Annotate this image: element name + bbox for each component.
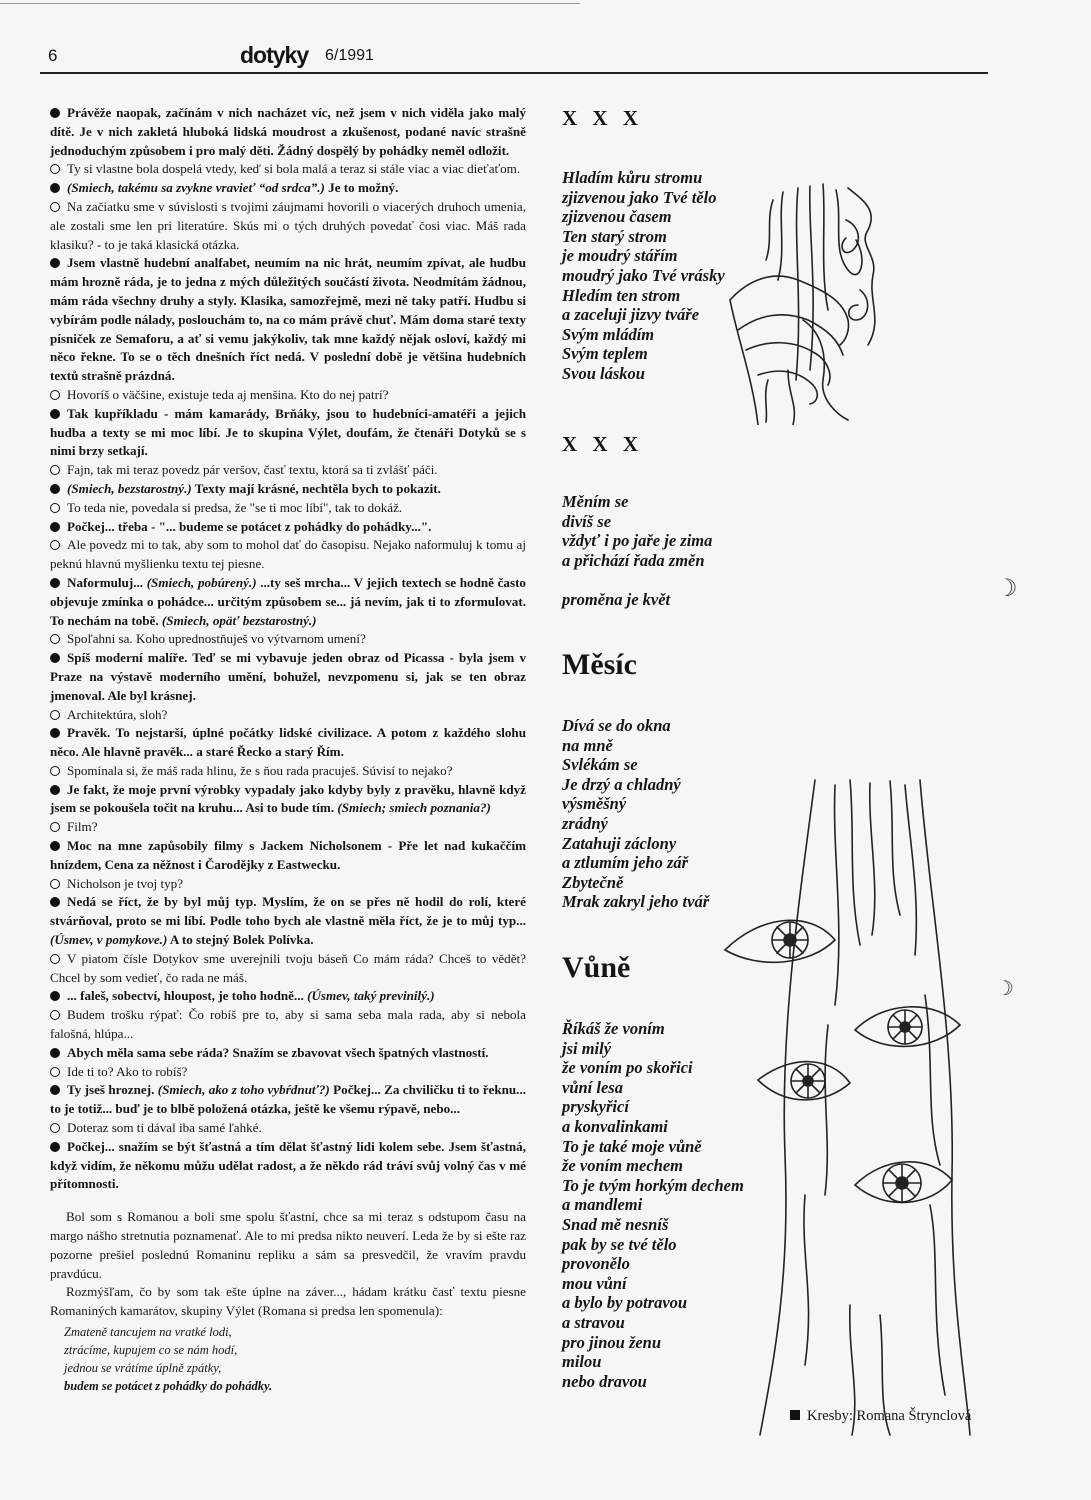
poem-line: a zaceluji jizvy tváře [562, 305, 700, 325]
question-paragraph [50, 875, 526, 894]
poem-line: na mně [562, 735, 613, 755]
paragraph-text: Spíš moderní malíře. Teď se mi vybavuje jeden obraz od Picassa - byla jsem v Praze na výstavě moderního umění, bohužel, nevzpomenu si, jak se ten obraz jmenoval. Ale byl krásnej. [50, 650, 526, 703]
question-paragraph [50, 1119, 526, 1138]
paragraph-text: Hovoríš o väčšine, existuje teda aj menšina. Kto do nej patrí? [67, 386, 389, 402]
page-number: 6 [48, 46, 58, 65]
stage-direction: (Smiech, pobúrený.) [146, 574, 257, 590]
paragraph-text: Fajn, tak mi teraz povedz pár veršov, časť textu, ktorá sa ti zvlášť páči. [67, 462, 438, 478]
question-paragraph [50, 386, 526, 405]
poem-line: provonělo [562, 1254, 630, 1274]
poem-line: Měním se [562, 492, 629, 511]
paragraph-text: Je fakt, že moje první výrobky vypadaly jako kdyby byly z pravěku, hlavně když jsem se pokoušela točit na kruhu... Asi to bude tím. [50, 781, 526, 816]
poem-line: To je tvým horkým dechem [562, 1175, 744, 1195]
lyric-line: jednou se vrátíme úplně zpátky, [64, 1361, 222, 1375]
stage-direction: (Smiech, ako z toho vybŕdnuť?) [157, 1082, 330, 1098]
poem-line: To je také moje vůně [562, 1136, 702, 1156]
answer-paragraph [50, 893, 526, 949]
stage-direction: (Úsmev, taký previnilý.) [307, 988, 435, 1004]
poem-line: a bylo by potravou [562, 1293, 688, 1313]
filled-bullet-icon [50, 653, 60, 663]
filled-bullet-icon [50, 1142, 60, 1152]
answer-paragraph [50, 1081, 526, 1119]
paragraph-text: Ale povedz mi to tak, aby som to mohol dať do časopisu. Nejako naformuluj k tomu aj peknú hlavnú myšlienku textu tej piesne. [50, 537, 526, 572]
paragraph-text: Doteraz som ti dával iba samé ľahké. [67, 1120, 262, 1136]
paragraph-text: Jsem vlastně hudební analfabet, neumím na nic hrát, neumím zpívat, ale hudbu mám hrozně ráda, je to jedna z mých důležitých součástí života. Neodmítám žádnou, mám ráda všechny druhy a styly. Klasika, samozřejmě, mezi ně taky patří. Hudbu si vybírám podle nálady, poslouchám to, na co mám právě chuť. Mám doma staré texty písniček ze Semaforu, a ať si vemu jakýkoliv, tak mne každý nějak osloví, každý mi něco řekne. To se o těch dnešních říct nedá. V poslední době je většina hudebních textů strašně prázdná. [50, 255, 526, 384]
poem-line: zrádný [562, 813, 608, 833]
paragraph-text: Moc na mne zapůsobily filmy s Jackem Nicholsonem - Pře let nad kukaččím hnízdem, Cena za něžnost i Čarodějky z Eastwecku. [50, 838, 526, 872]
poem-line: Snad mě nesníš [562, 1214, 669, 1234]
answer-paragraph [50, 649, 526, 705]
poem-body [562, 1019, 744, 1391]
paragraph-text: Právěže naopak, začínám v nich nacházet víc, než jsem v nich viděla jako malý dítě. Je v nich zakletá hluboká lidská moudrost a zkušenost, podané navíc strašně jednoduchým způsobem i pro malý děti. Žádný dospělý by pohádky neměl odložit. [50, 105, 526, 158]
poem-title: X X X [562, 432, 643, 456]
poem-body [562, 492, 712, 610]
stage-direction: (Smiech, takému sa zvykne vravieť “od srdca”.) [67, 180, 325, 196]
filled-bullet-icon [50, 1085, 60, 1095]
poem-line: vždyť i po jaře je zima [562, 531, 713, 551]
question-paragraph [50, 1063, 526, 1082]
paragraph-text: Naformuluj... [67, 574, 147, 590]
page-header [40, 44, 988, 74]
paragraph-text: Architektúra, sloh? [67, 706, 168, 722]
moon-mark: ☽ [996, 978, 1014, 1000]
hollow-bullet-icon [50, 164, 60, 174]
interview-text [50, 104, 526, 1194]
filled-bullet-icon [50, 409, 60, 419]
poem-line: a mandlemi [562, 1195, 643, 1215]
poem-line: že voním po skořici [562, 1058, 693, 1078]
poem-line: moudrý jako Tvé vrásky [562, 265, 725, 285]
question-paragraph [50, 762, 526, 781]
poem-line: Dívá se do okna [562, 716, 671, 735]
paragraph-text: Nedá se říct, že by byl můj typ. Myslím, že on se přes ně hodil do rolí, které stvárňoval, proto se mi líbí. Podle toho bych ale vlastně měla říct, že je to můj typ... [50, 894, 526, 929]
paragraph-text: Spomínala si, že máš rada hlinu, že s ňou rada pracuješ. Súvisí to nejako? [67, 762, 453, 778]
poem-line: pak by se tvé tělo [562, 1234, 677, 1254]
filled-bullet-icon [50, 785, 60, 795]
lyric-line: Zmateně tancujem na vratké lodi, [64, 1325, 232, 1339]
poem-line: zjizvenou časem [562, 207, 672, 227]
top-rule [0, 3, 580, 4]
paragraph-text: To teda nie, povedala si predsa, že "se ti moc líbí", tak to dokáž. [67, 499, 403, 515]
paragraph-text: Tak kupříkladu - mám kamarády, Brňáky, jsou to hudebníci-amatéři a jejich hudba a texty se mi moc líbí. Je to skupina Výlet, doufám, že čtenáři Dotyků se s nimi brzy setkají. [50, 405, 526, 459]
filled-bullet-icon [50, 108, 60, 118]
poem-line: Svlékám se [562, 755, 638, 775]
poem-line: a ztlumím jeho zář [562, 853, 689, 873]
filled-bullet-icon [50, 991, 60, 1001]
magazine-logo: dotyky [240, 42, 309, 68]
poem-line: Ten starý strom [562, 226, 667, 246]
paragraph-text: Počkej... třeba - "... budeme se potácet z pohádky do pohádky...". [67, 518, 432, 534]
filled-bullet-icon [50, 897, 60, 907]
hollow-bullet-icon [50, 390, 60, 400]
stage-direction: (Smiech, opäť bezstarostný.) [161, 612, 317, 628]
hollow-bullet-icon [50, 879, 60, 889]
poem-title: Vůně [562, 951, 631, 984]
poem-line: že voním mechem [562, 1156, 683, 1176]
poem-line: Zbytečně [562, 872, 624, 892]
hollow-bullet-icon [50, 634, 60, 644]
hollow-bullet-icon [50, 954, 60, 964]
answer-paragraph [50, 518, 526, 537]
poem-line: milou [562, 1352, 602, 1372]
poem-line: Hledím ten strom [562, 285, 681, 305]
poem-line: nebo dravou [562, 1371, 647, 1391]
poem-line: a stravou [562, 1312, 625, 1332]
illustration-credit [790, 1408, 971, 1425]
credit-bullet [790, 1410, 800, 1420]
paragraph-text: Počkej... Za chviličku ti to řeknu... to je totiž... buď je to blbě položená otázka, ještě ke všemu rýpavě, nebo... [50, 1082, 527, 1117]
hollow-bullet-icon [50, 540, 60, 550]
hollow-bullet-icon [50, 1010, 60, 1020]
paragraph-text: Abych měla sama sebe ráda? Snažím se zbavovat všech špatných vlastností. [67, 1044, 489, 1060]
hollow-bullet-icon [50, 710, 60, 720]
answer-paragraph [50, 781, 526, 819]
paragraph-text: Počkej... snažím se být šťastná a tím dělat šťastný lidi kolem sebe. Jsem šťastná, když vidím, že někomu můžu udělat radost, a že někdo rád tráví svůj volný čas v mé přítomnosti. [50, 1138, 526, 1192]
poem-line: je moudrý stářím [562, 246, 678, 266]
question-paragraph [50, 198, 526, 254]
paragraph-text: Nicholson je tvoj typ? [67, 875, 184, 891]
paragraph-text: Ide ti to? Ako to robíš? [67, 1063, 188, 1079]
poem-body [562, 168, 725, 384]
hollow-bullet-icon [50, 1123, 60, 1133]
paragraph-text: Ty jseš hroznej. [67, 1082, 158, 1098]
answer-paragraph [50, 480, 526, 499]
paragraph-text: ...ty seš mrcha... V jejich textech se hodně často objevuje zmínka o pohádce... určitým způsobem se... já nevím, jak ti to zformulovat. To nechám na tobě. [50, 574, 526, 628]
poem-line: Říkáš že voním [562, 1019, 665, 1038]
poem-line: Svou láskou [562, 363, 645, 383]
poem-line: Svým mládím [562, 324, 655, 344]
filled-bullet-icon [50, 578, 60, 588]
issue-number: 6/1991 [325, 47, 374, 64]
poem-line: Mrak zakryl jeho tvář [562, 892, 710, 912]
poem-line: mou vůní [562, 1273, 627, 1293]
narrative-paragraph: Bol som s Romanou a boli sme spolu šťastní, chce sa mi teraz s odstupom času na margo nášho stretnutia poznamenať. Ale to mi predsa nikto neuverí. Leda že by si ešte raz pozorne prešiel poslednú Romaninu repliku a sám sa presvedčil, že vravím pravdu pravdúcu. [50, 1209, 526, 1281]
poem-line: vůní lesa [562, 1077, 623, 1097]
filled-bullet-icon [50, 728, 60, 738]
filled-bullet-icon [50, 1048, 60, 1058]
question-paragraph [50, 630, 526, 649]
lyric-line: ztrácíme, kupujem co se nám hodí, [64, 1343, 238, 1357]
answer-paragraph [50, 724, 526, 762]
paragraph-text: V piatom čísle Dotykov sme uverejnili tvoju báseň Co mám ráda? Chceš to vědět? Chcel by som vedieť, čo rada ne máš. [50, 950, 526, 985]
question-paragraph [50, 536, 526, 574]
answer-paragraph [50, 574, 526, 630]
answer-paragraph [50, 405, 526, 461]
moon-mark: ☽ [996, 576, 1018, 602]
poem-body [562, 716, 709, 912]
closing-narrative [50, 1208, 526, 1395]
poem-line: proměna je květ [562, 589, 671, 609]
filled-bullet-icon [50, 522, 60, 532]
poem-line: pro jinou ženu [562, 1332, 662, 1352]
poem-line: zjizvenou jako Tvé tělo [562, 187, 717, 207]
hollow-bullet-icon [50, 503, 60, 513]
poem-line: a přichází řada změn [562, 550, 705, 570]
answer-paragraph [50, 987, 526, 1006]
poem-line: divíš se [562, 511, 612, 531]
song-lyrics [64, 1323, 526, 1395]
filled-bullet-icon [50, 258, 60, 268]
stage-direction: (Smiech; smiech poznania?) [337, 800, 491, 816]
paragraph-text: Na začiatku sme v súvislosti s tvojimi záujmami hovorili o viacerých druhoch umenia, ale zostali sme len pri literatúre. Skús mi o tých druhých povedať čosi viac. Máš rada klasiku? - to je taká klasická otázka. [50, 198, 526, 252]
poem-line: a konvalinkami [562, 1116, 668, 1136]
question-paragraph [50, 818, 526, 837]
hollow-bullet-icon [50, 822, 60, 832]
poem-line: výsměšný [562, 794, 627, 814]
poem-line [562, 570, 712, 590]
hand-tree-drawing [728, 180, 888, 425]
question-paragraph [50, 499, 526, 518]
poem-title: Měsíc [562, 648, 637, 681]
paragraph-text: Je to možný. [324, 180, 399, 196]
poem-line: Zatahuji záclony [562, 833, 677, 853]
answer-paragraph [50, 179, 526, 198]
filled-bullet-icon [50, 484, 60, 494]
hollow-bullet-icon [50, 465, 60, 475]
poem-line: Svým teplem [562, 344, 648, 364]
hollow-bullet-icon [50, 202, 60, 212]
credit-text: Kresby: Romana Štrynclová [807, 1408, 972, 1424]
paragraph-text: Spoľahni sa. Koho uprednostňuješ vo výtvarnom umení? [67, 631, 366, 647]
question-paragraph [50, 950, 526, 988]
paragraph-text: Pravěk. To nejstarší, úplné počátky lidské civilizace. A potom z každého slohu něco. Ale hlavně pravěk... a staré Řecko a starý Řím. [50, 725, 526, 760]
paragraph-text: Ty si vlastne bola dospelá vtedy, keď si bola malá a teraz si stále viac a viac dieťaťom. [67, 161, 521, 177]
poem-line: Je drzý a chladný [562, 774, 681, 794]
question-paragraph [50, 160, 526, 179]
question-paragraph [50, 1006, 526, 1044]
answer-paragraph [50, 1044, 526, 1063]
answer-paragraph [50, 104, 526, 160]
hollow-bullet-icon [50, 1067, 60, 1077]
poem-line: Hladím kůru stromu [562, 168, 703, 187]
answer-paragraph [50, 1138, 526, 1194]
poem-title: X X X [562, 106, 643, 130]
answer-paragraph [50, 254, 526, 386]
stage-direction: (Úsmev, v pomykove.) [50, 932, 168, 948]
poem-line: pryskyřicí [562, 1097, 629, 1117]
interview-column [50, 104, 526, 1395]
stage-direction: (Smiech, bezstarostný.) [67, 480, 192, 496]
paragraph-text: A to stejný Bolek Polívka. [167, 932, 314, 948]
filled-bullet-icon [50, 183, 60, 193]
filled-bullet-icon [50, 841, 60, 851]
question-paragraph [50, 461, 526, 480]
paragraph-text: Texty mají krásné, nechtěla bych to pokazit. [191, 480, 441, 496]
hollow-bullet-icon [50, 766, 60, 776]
answer-paragraph [50, 837, 526, 875]
paragraph-text: Budem trošku rýpať: Čo robíš pre to, aby si sama seba mala rada, aby si nebola falošná, hlúpa... [50, 1007, 526, 1042]
tree-with-eyes-drawing [720, 775, 980, 1440]
poem-line: jsi milý [562, 1038, 612, 1058]
narrative-paragraph: Rozmýšľam, čo by som tak ešte úplne na záver..., hádam krátku časť textu piesne Romaniných kamarátov, skupiny Výlet (Romana si predsa len spomenula): [50, 1284, 526, 1319]
paragraph-text: Film? [67, 819, 98, 835]
lyric-line: budem se potácet z pohádky do pohádky. [64, 1379, 273, 1393]
question-paragraph [50, 706, 526, 725]
paragraph-text: ... faleš, sobectví, hloupost, je toho hodně... [67, 988, 308, 1004]
